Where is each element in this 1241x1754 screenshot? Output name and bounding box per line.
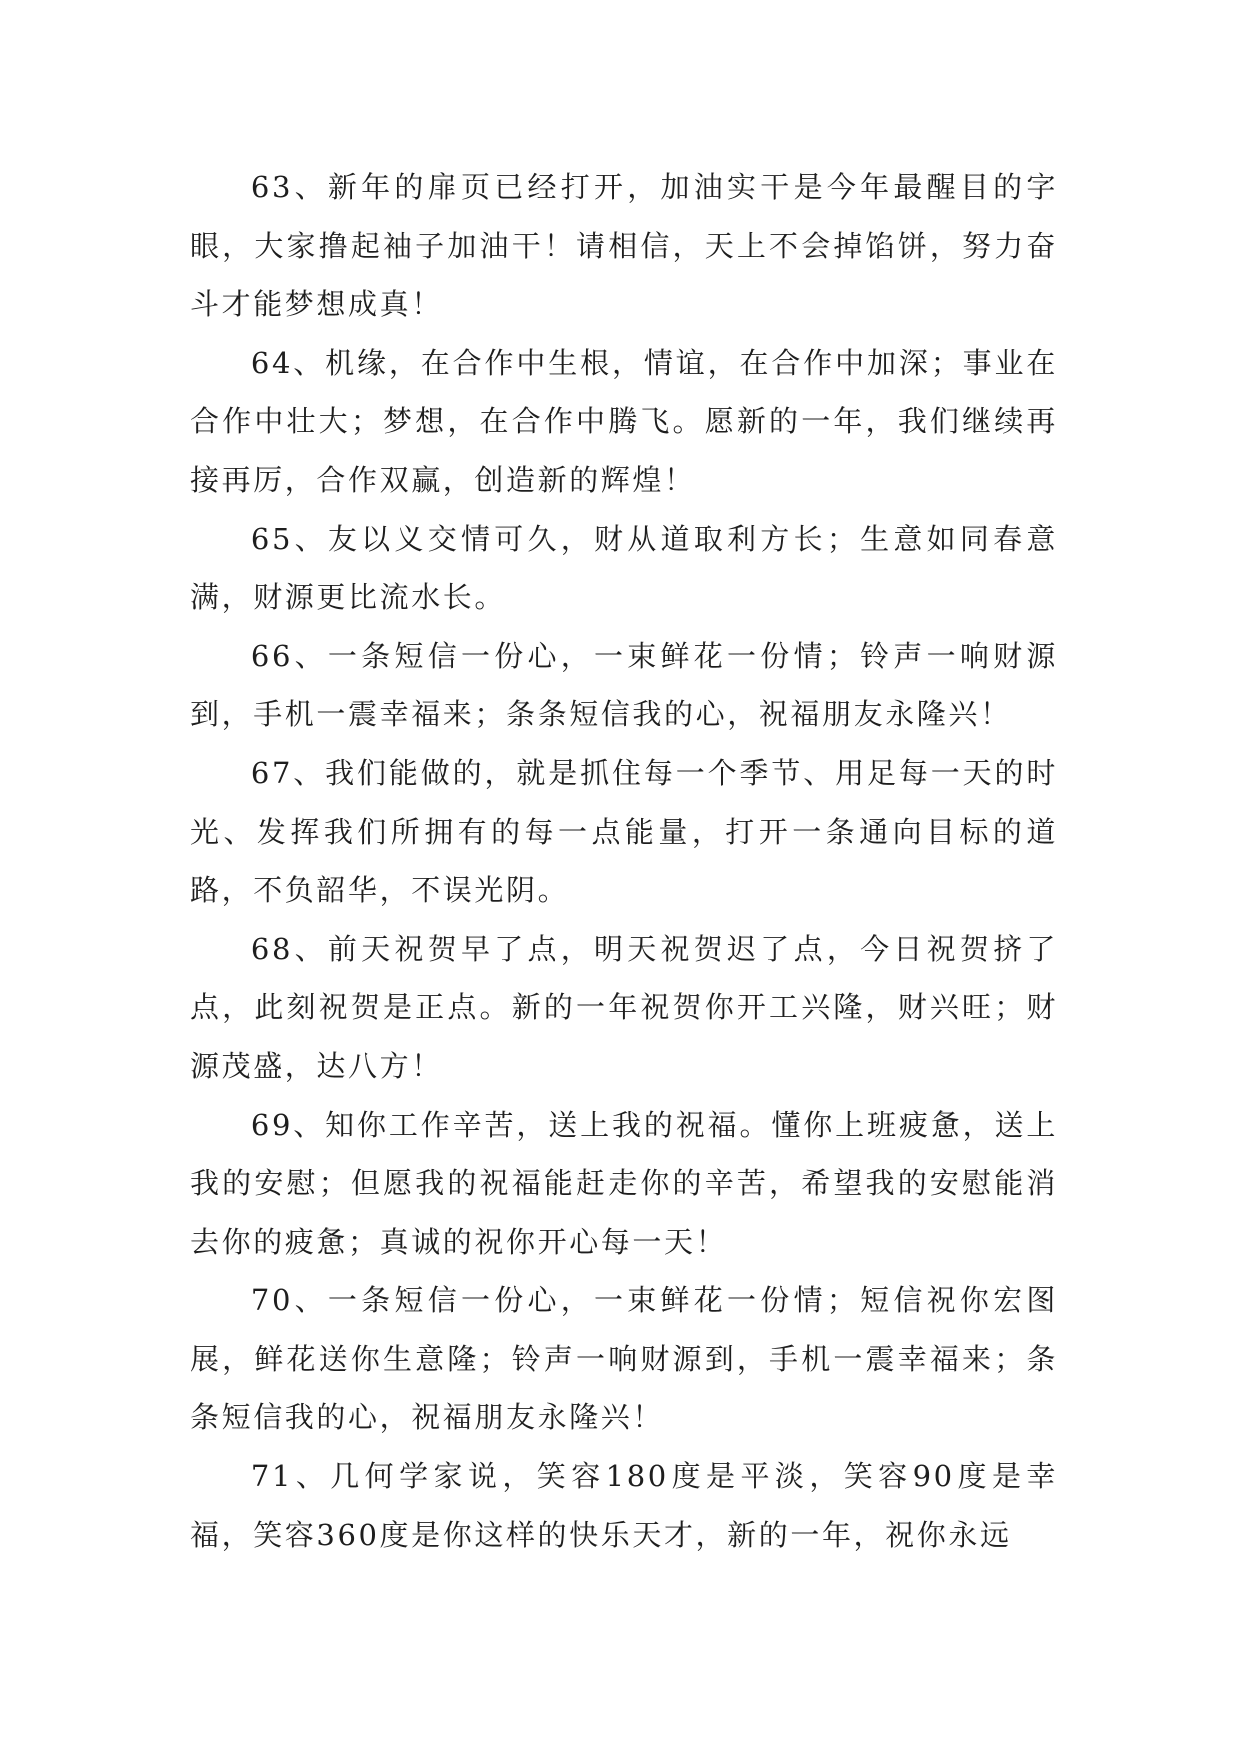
document-body xyxy=(190,158,1058,1564)
paragraph-70: 70、一条短信一份心，一束鲜花一份情；短信祝你宏图展，鲜花送你生意隆；铃声一响财源到，手机一震幸福来；条条短信我的心，祝福朋友永隆兴！ xyxy=(190,1283,1058,1435)
paragraph-71: 71、几何学家说，笑容180度是平淡，笑容90度是幸福，笑容360度是你这样的快乐天才，新的一年，祝你永远 xyxy=(190,1459,1058,1552)
paragraph-63: 63、新年的扉页已经打开，加油实干是今年最醒目的字眼，大家撸起袖子加油干！请相信，天上不会掉馅饼，努力奋斗才能梦想成真！ xyxy=(190,170,1058,322)
paragraph-65: 65、友以义交情可久，财从道取利方长；生意如同春意满，财源更比流水长。 xyxy=(190,521,1058,615)
paragraph-66: 66、一条短信一份心，一束鲜花一份情；铃声一响财源到，手机一震幸福来；条条短信我的心，祝福朋友永隆兴！ xyxy=(190,638,1058,732)
paragraph-68: 68、前天祝贺早了点，明天祝贺迟了点，今日祝贺挤了点，此刻祝贺是正点。新的一年祝贺你开工兴隆，财兴旺；财源茂盛，达八方！ xyxy=(190,931,1058,1083)
paragraph-64: 64、机缘，在合作中生根，情谊，在合作中加深；事业在合作中壮大；梦想，在合作中腾飞。愿新的一年，我们继续再接再厉，合作双赢，创造新的辉煌！ xyxy=(190,345,1058,497)
paragraph-67: 67、我们能做的，就是抓住每一个季节、用足每一天的时光、发挥我们所拥有的每一点能量，打开一条通向目标的道路，不负韶华，不误光阴。 xyxy=(190,755,1058,908)
paragraph-69: 69、知你工作辛苦，送上我的祝福。懂你上班疲惫，送上我的安慰；但愿我的祝福能赶走你的辛苦，希望我的安慰能消去你的疲惫；真诚的祝你开心每一天！ xyxy=(190,1107,1058,1259)
